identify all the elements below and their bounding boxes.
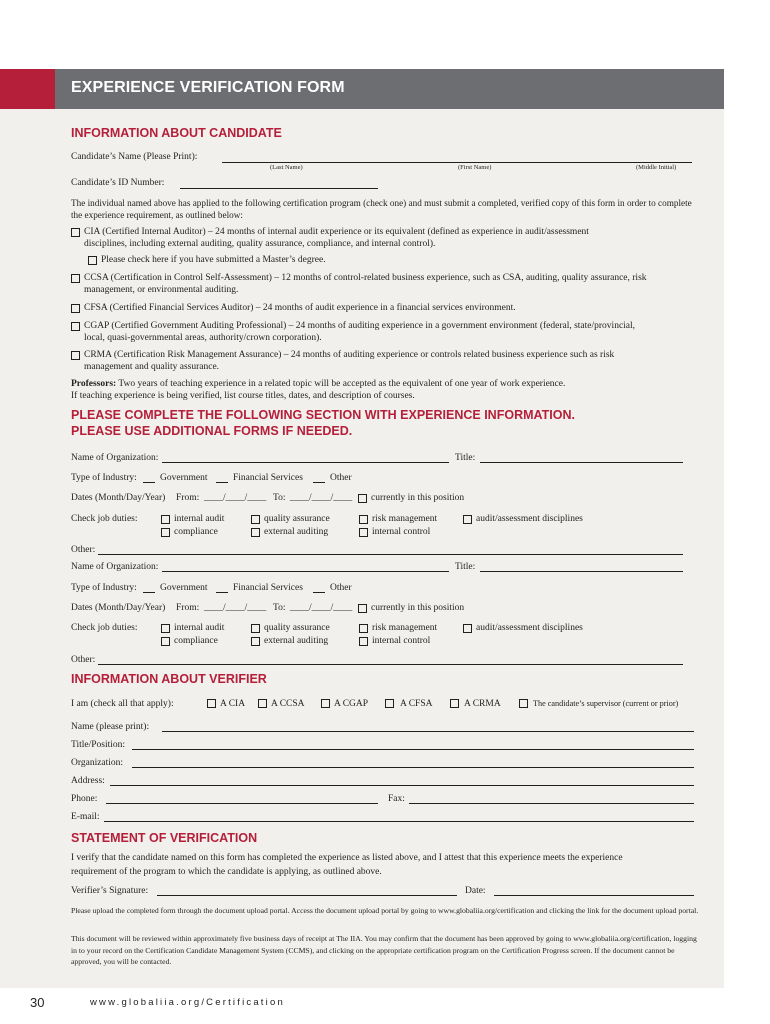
cgap-checkbox[interactable] — [71, 322, 80, 331]
other-field[interactable] — [98, 554, 683, 555]
verifier-org-field[interactable] — [132, 767, 694, 768]
job-duties-label: Check job duties: — [71, 623, 138, 633]
cgap-option-line1: CGAP (Certified Government Auditing Professional) – 24 months of auditing experience in a government environment (federal, state/provincial, — [84, 321, 636, 331]
candidate-name-field[interactable] — [222, 162, 692, 163]
verifier-name-field[interactable] — [162, 731, 694, 732]
verifier-cgap-label: A CGAP — [334, 699, 369, 709]
current-position-label: currently in this position — [371, 603, 465, 613]
verifier-section-heading: INFORMATION ABOUT VERIFIER — [71, 672, 267, 686]
to-label: To: — [273, 493, 286, 503]
verifier-crma-checkbox[interactable] — [450, 699, 459, 708]
date-label: Date: — [465, 886, 486, 896]
duty-compliance-label: compliance — [174, 636, 218, 646]
dates-label: Dates (Month/Day/Year) — [71, 493, 166, 503]
verifier-position-field[interactable] — [132, 749, 694, 750]
industry-government-blank-2[interactable] — [143, 592, 155, 593]
verifier-org-label: Organization: — [71, 758, 124, 768]
crma-option-line1: CRMA (Certification Risk Management Assurance) – 24 months of auditing experience or controls related business experience such as risk — [84, 350, 615, 360]
ccsa-checkbox[interactable] — [71, 274, 80, 283]
industry-financial-label: Financial Services — [233, 583, 303, 593]
from-label: From: — [176, 493, 200, 503]
duty-compliance-checkbox-2[interactable] — [161, 637, 170, 646]
cia-option-line1: CIA (Certified Internal Auditor) – 24 months of internal audit experience or its equivalent (defined as experience in audit/assessment — [84, 227, 589, 237]
duty-internal-audit-label: internal audit — [174, 623, 225, 633]
verifier-phone-label: Phone: — [71, 794, 98, 804]
verifier-supervisor-label: The candidate’s supervisor (current or prior) — [533, 699, 679, 708]
org-name-field-2[interactable] — [162, 571, 449, 572]
candidate-intro: The individual named above has applied to the following certification program (check one) and must submit a completed, verified copy of this form in order to complete the experience requirement, as outlined below: — [71, 198, 692, 220]
verifier-cia-label: A CIA — [220, 699, 246, 709]
cia-option-line2: disciplines, including external auditing, quality assurance, compliance, and internal control). — [84, 239, 436, 249]
industry-other-label: Other — [330, 473, 352, 483]
verifier-crma-label: A CRMA — [464, 699, 501, 709]
verifier-cfsa-checkbox[interactable] — [385, 699, 394, 708]
duty-risk-label: risk management — [372, 514, 438, 524]
duty-external-label: external auditing — [264, 527, 329, 537]
cfsa-option-line1: CFSA (Certified Financial Services Auditor) – 24 months of audit experience in a financial services environment. — [84, 303, 516, 313]
date-field[interactable] — [494, 895, 694, 896]
verifier-ccsa-label: A CCSA — [271, 699, 305, 709]
professors-note-line2: If teaching experience is being verified, list course titles, dates, and description of courses. — [71, 391, 415, 401]
from-date-field-2[interactable]: ____/____/____ — [204, 603, 267, 613]
industry-other-label: Other — [330, 583, 352, 593]
verifier-email-label: E-mail: — [71, 812, 100, 822]
statement-text-line2: requirement of the program to which the candidate is applying, as outlined above. — [71, 867, 382, 877]
cia-checkbox[interactable] — [71, 228, 80, 237]
duty-disciplines-checkbox[interactable] — [463, 515, 472, 524]
industry-government-blank[interactable] — [143, 482, 155, 483]
verifier-ccsa-checkbox[interactable] — [258, 699, 267, 708]
duty-internal-audit-checkbox-2[interactable] — [161, 624, 170, 633]
job-duties-label: Check job duties: — [71, 514, 138, 524]
red-accent-tab — [0, 69, 55, 109]
first-name-caption: (First Name) — [458, 164, 492, 171]
masters-degree-checkbox[interactable] — [88, 256, 97, 265]
duty-internal-control-checkbox[interactable] — [359, 528, 368, 537]
verifier-address-field[interactable] — [110, 785, 694, 786]
industry-financial-blank-2[interactable] — [216, 592, 228, 593]
duty-quality-checkbox[interactable] — [251, 515, 260, 524]
statement-heading: STATEMENT OF VERIFICATION — [71, 831, 258, 845]
professors-text: Two years of teaching experience in a related topic will be accepted as the equivalent of one year of work experience. — [118, 379, 566, 389]
title-field[interactable] — [480, 462, 683, 463]
duty-risk-checkbox-2[interactable] — [359, 624, 368, 633]
to-label: To: — [273, 603, 286, 613]
verifier-phone-field[interactable] — [106, 803, 378, 804]
org-name-field[interactable] — [162, 462, 449, 463]
verifier-cfsa-label: A CFSA — [400, 699, 433, 709]
other-label: Other: — [71, 655, 96, 665]
org-name-label: Name of Organization: — [71, 562, 159, 572]
professors-label: Professors: — [71, 379, 117, 389]
to-date-field-2[interactable]: ____/____/____ — [290, 603, 353, 613]
industry-financial-label: Financial Services — [233, 473, 303, 483]
masters-degree-label: Please check here if you have submitted a Master’s degree. — [101, 255, 326, 265]
other-label: Other: — [71, 545, 96, 555]
professors-note — [71, 378, 565, 390]
duty-internal-audit-checkbox[interactable] — [161, 515, 170, 524]
from-label: From: — [176, 603, 200, 613]
duty-external-label: external auditing — [264, 636, 329, 646]
cgap-option-line2: local, quasi-governmental areas, authority/crown corporation). — [84, 333, 322, 343]
duty-disciplines-label: audit/assessment disciplines — [476, 514, 583, 524]
title-label: Title: — [455, 453, 476, 463]
title-label: Title: — [455, 562, 476, 572]
to-date-field[interactable]: ____/____/____ — [290, 493, 353, 503]
industry-government-label: Government — [160, 583, 208, 593]
duty-internal-control-label: internal control — [372, 636, 431, 646]
from-date-field[interactable]: ____/____/____ — [204, 493, 267, 503]
current-position-checkbox-2[interactable] — [358, 604, 367, 613]
verifier-fax-label: Fax: — [388, 794, 405, 804]
dates-label: Dates (Month/Day/Year) — [71, 603, 166, 613]
other-field-2[interactable] — [98, 664, 683, 665]
duty-risk-checkbox[interactable] — [359, 515, 368, 524]
footer-url: www.globaliia.org/Certification — [90, 997, 285, 1008]
candidate-name-label: Candidate’s Name (Please Print): — [71, 152, 198, 162]
duty-disciplines-label: audit/assessment disciplines — [476, 623, 583, 633]
verifier-cia-checkbox[interactable] — [207, 699, 216, 708]
duty-quality-label: quality assurance — [264, 514, 330, 524]
duty-internal-control-checkbox-2[interactable] — [359, 637, 368, 646]
current-position-label: currently in this position — [371, 493, 465, 503]
duty-quality-label: quality assurance — [264, 623, 330, 633]
statement-text-line1: I verify that the candidate named on this form has completed the experience as listed above, and I attest that this experience meets the experience — [71, 853, 623, 863]
duty-quality-checkbox-2[interactable] — [251, 624, 260, 633]
verifier-supervisor-checkbox[interactable] — [519, 699, 528, 708]
duty-compliance-label: compliance — [174, 527, 218, 537]
ccsa-option-line1: CCSA (Certification in Control Self-Assessment) – 12 months of control-related business experience, such as CSA, auditing, quality assurance, risk — [84, 273, 647, 283]
industry-government-label: Government — [160, 473, 208, 483]
form-title: EXPERIENCE VERIFICATION FORM — [71, 79, 345, 96]
duty-disciplines-checkbox-2[interactable] — [463, 624, 472, 633]
industry-other-blank[interactable] — [313, 482, 325, 483]
org-name-label: Name of Organization: — [71, 453, 159, 463]
ccsa-option-line2: management, or environmental auditing. — [84, 285, 239, 295]
verifier-check-label: I am (check all that apply): — [71, 699, 174, 709]
industry-financial-blank[interactable] — [216, 482, 228, 483]
verifier-name-label: Name (please print): — [71, 722, 150, 732]
candidate-id-label: Candidate’s ID Number: — [71, 178, 165, 188]
signature-field[interactable] — [157, 895, 457, 896]
candidate-section-heading: INFORMATION ABOUT CANDIDATE — [71, 126, 282, 140]
last-name-caption: (Last Name) — [270, 164, 303, 171]
duty-external-checkbox-2[interactable] — [251, 637, 260, 646]
title-field-2[interactable] — [480, 571, 683, 572]
duty-internal-audit-label: internal audit — [174, 514, 225, 524]
middle-initial-caption: (Middle Initial) — [636, 164, 677, 171]
signature-label: Verifier’s Signature: — [71, 886, 149, 896]
duty-external-checkbox[interactable] — [251, 528, 260, 537]
crma-option-line2: management and quality assurance. — [84, 362, 220, 372]
verifier-address-label: Address: — [71, 776, 105, 786]
current-position-checkbox[interactable] — [358, 494, 367, 503]
verifier-fax-field[interactable] — [409, 803, 694, 804]
industry-label: Type of Industry: — [71, 473, 137, 483]
candidate-id-field[interactable] — [180, 188, 378, 189]
verifier-email-field[interactable] — [104, 821, 694, 822]
page-number: 30 — [30, 995, 45, 1010]
cfsa-checkbox[interactable] — [71, 304, 80, 313]
verifier-cgap-checkbox[interactable] — [321, 699, 330, 708]
duty-compliance-checkbox[interactable] — [161, 528, 170, 537]
industry-label: Type of Industry: — [71, 583, 137, 593]
upload-note: Please upload the completed form through the document upload portal. Access the document upload portal by going to www.globaliia.org/certification and clicking the link for the document upload portal. — [71, 906, 699, 915]
duty-internal-control-label: internal control — [372, 527, 431, 537]
verifier-position-label: Title/Position: — [71, 740, 126, 750]
duty-risk-label: risk management — [372, 623, 438, 633]
experience-heading-line1: PLEASE COMPLETE THE FOLLOWING SECTION WITH EXPERIENCE INFORMATION. — [71, 408, 575, 422]
industry-other-blank-2[interactable] — [313, 592, 325, 593]
review-note: This document will be reviewed within approximately five business days of receipt at The IIA. You may confirm that the document has been approved by going to www.globaliia.org/certification, logging in to your record on the Certification Candidate Management System (CCMS), and clicking on the appropriate certification program on the Certification Progress screen. If the document cannot be approved, you will be contacted. — [71, 934, 697, 966]
experience-heading-line2: PLEASE USE ADDITIONAL FORMS IF NEEDED. — [71, 424, 353, 438]
crma-checkbox[interactable] — [71, 351, 80, 360]
